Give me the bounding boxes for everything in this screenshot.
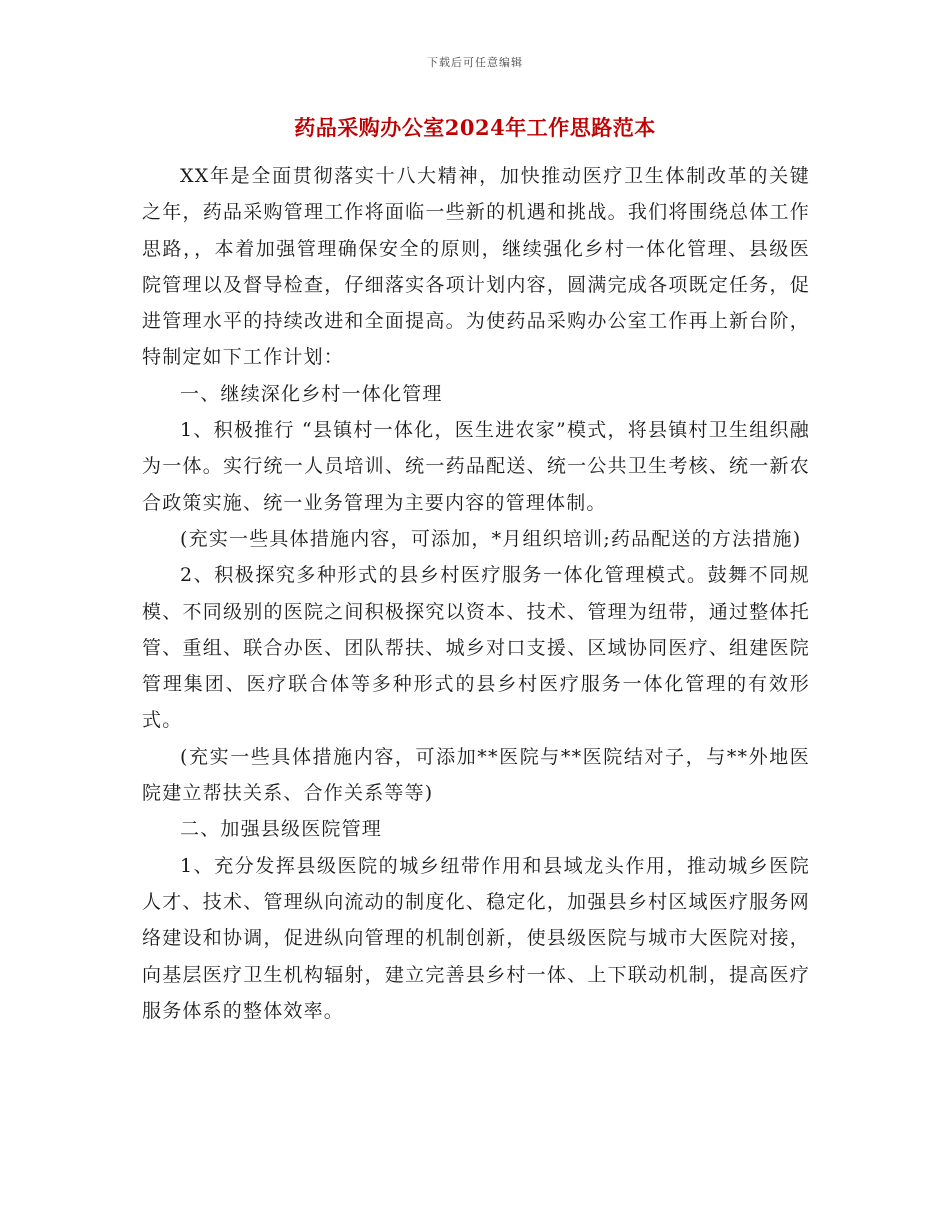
header-note: 下载后可任意编辑 xyxy=(427,56,523,69)
paragraph-1-2: 2、积极探究多种形式的县乡村医疗服务一体化管理模式。鼓舞不同规模、不同级别的医院之间积极探究以资本、技术、管理为纽带，通过整体托管、重组、联合办医、团队帮扶、城乡对口支援、区域协同医疗、组建医院管理集团、医疗联合体等多种形式的县乡村医疗服务一体化管理的有效形式。 xyxy=(142,564,810,732)
document-title: 药品采购办公室2024年工作思路范本 xyxy=(294,115,656,140)
intro-paragraph: XX年是全面贯彻落实十八大精神，加快推动医疗卫生体制改革的关键之年，药品采购管理工作将面临一些新的机遇和挑战。我们将围绕总体工作思路，，本着加强管理确保安全的原则，继续强化乡村一体化管理、县级医院管理以及督导检查，仔细落实各项计划内容，圆满完成各项既定任务，促进管理水平的持续改进和全面提高。为使药品采购办公室工作再上新台阶，特制定如下工作计划： xyxy=(142,165,810,369)
paragraph-2-1: 1、充分发挥县级医院的城乡纽带作用和县域龙头作用，推动城乡医院人才、技术、管理纵向流动的制度化、稳定化，加强县乡村区域医疗服务网络建设和协调，促进纵向管理的机制创新，使县级医院与城市大医院对接，向基层医疗卫生机构辐射，建立完善县乡村一体、上下联动机制，提高医疗服务体系的整体效率。 xyxy=(142,854,810,1022)
document-body xyxy=(142,158,810,1029)
note-paragraph-2: (充实一些具体措施内容，可添加**医院与**医院结对子，与**外地医院建立帮扶关系、合作关系等等) xyxy=(142,745,810,805)
paragraph-1-1: 1、积极推行 “县镇村一体化，医生进农家”模式，将县镇村卫生组织融为一体。实行统一人员培训、统一药品配送、统一公共卫生考核、统一新农合政策实施、统一业务管理为主要内容的管理体制。 xyxy=(142,419,810,514)
note-paragraph-1: (充实一些具体措施内容，可添加，*月组织培训;药品配送的方法措施) xyxy=(180,527,802,550)
section-heading-2: 二、加强县级医院管理 xyxy=(180,818,383,841)
section-heading-1: 一、继续深化乡村一体化管理 xyxy=(180,382,443,405)
